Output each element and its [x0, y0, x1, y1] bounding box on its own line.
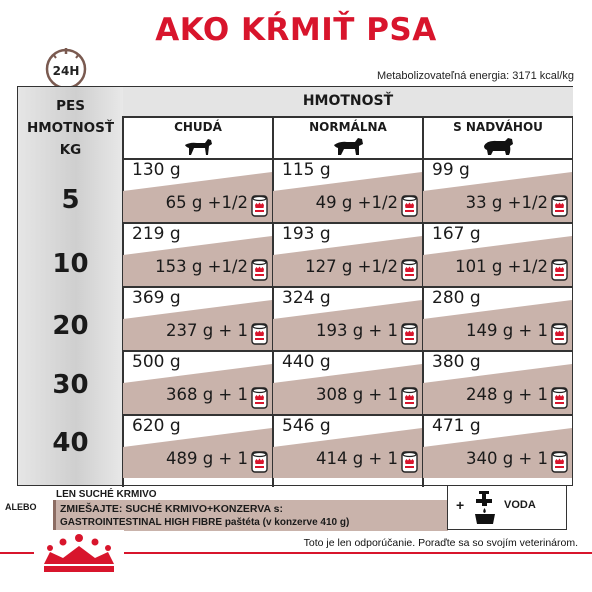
dog-weight-column [18, 87, 123, 485]
dry-food-amount: 167 g [432, 224, 481, 244]
weight-10: 10 [52, 249, 89, 279]
clock-24h-icon [44, 45, 88, 89]
legend-or: ALEBO [5, 502, 37, 512]
can-icon [251, 323, 268, 345]
can-icon [251, 259, 268, 281]
feeding-table [17, 86, 573, 486]
weight-20: 20 [52, 311, 89, 341]
mixed-food-amount: 65 g +1/2 [165, 193, 248, 212]
divider [123, 116, 573, 118]
legend-dry-only: LEN SUCHÉ KRMIVO [56, 489, 157, 500]
can-icon [551, 259, 568, 281]
dry-food-amount: 99 g [432, 160, 470, 180]
feeding-cell [423, 350, 572, 414]
energy-info: Metabolizovateľná energia: 3171 kcal/kg [376, 70, 574, 82]
dog-weight-header: PES HMOTNOSŤ KG [26, 98, 115, 158]
mixed-food-amount: 193 g + 1 [315, 321, 398, 340]
can-icon [401, 259, 418, 281]
mixed-food-amount: 308 g + 1 [315, 385, 398, 404]
mixed-food-amount: 414 g + 1 [315, 449, 398, 468]
feeding-cell [423, 222, 572, 286]
feeding-cell [123, 350, 272, 414]
can-icon [251, 387, 268, 409]
feeding-cell [423, 414, 572, 478]
feeding-cell [273, 222, 422, 286]
weight-40: 40 [52, 428, 89, 458]
feeding-cell [273, 350, 422, 414]
badge-24h: 24H [52, 64, 80, 78]
legend-mix [53, 500, 448, 531]
mixed-food-amount: 49 g +1/2 [315, 193, 398, 212]
column-header-normal: NORMÁLNA [273, 116, 423, 158]
mixed-food-amount: 33 g +1/2 [465, 193, 548, 212]
dry-food-amount: 471 g [432, 416, 481, 436]
mixed-food-amount: 368 g + 1 [165, 385, 248, 404]
dry-food-amount: 324 g [282, 288, 331, 308]
feeding-cell [123, 286, 272, 350]
dry-food-amount: 546 g [282, 416, 331, 436]
mixed-food-amount: 149 g + 1 [465, 321, 548, 340]
thin-dog-icon [181, 136, 215, 156]
can-icon [401, 195, 418, 217]
plus-icon: + [456, 497, 465, 513]
dry-food-amount: 500 g [132, 352, 181, 372]
dry-food-amount: 115 g [282, 160, 331, 180]
legend-mix-line2: GASTROINTESTINAL HIGH FIBRE paštéta (v konzerve 410 g) [60, 517, 350, 528]
weight-group-header: HMOTNOSŤ [123, 87, 573, 116]
dry-food-amount: 440 g [282, 352, 331, 372]
feeding-cell [273, 158, 422, 222]
overweight-dog-icon [481, 136, 515, 156]
weight-5: 5 [61, 185, 80, 215]
royal-canin-crown-logo [34, 530, 124, 580]
mixed-food-amount: 489 g + 1 [165, 449, 248, 468]
can-icon [551, 323, 568, 345]
can-icon [401, 323, 418, 345]
can-icon [401, 451, 418, 473]
column-header-thin: CHUDÁ [123, 116, 273, 158]
mixed-food-amount: 153 g +1/2 [155, 257, 248, 276]
feeding-cell [423, 286, 572, 350]
legend-mix-line1: ZMIEŠAJTE: SUCHÉ KRMIVO+KONZERVA s: [60, 503, 283, 515]
dry-food-amount: 193 g [282, 224, 331, 244]
mixed-food-amount: 101 g +1/2 [455, 257, 548, 276]
dry-food-amount: 380 g [432, 352, 481, 372]
dry-food-amount: 219 g [132, 224, 181, 244]
mixed-food-amount: 248 g + 1 [465, 385, 548, 404]
footer-note: Toto je len odporúčanie. Poraďte sa so svojím veterinárom. [303, 537, 578, 549]
feeding-cell [423, 158, 572, 222]
dry-food-amount: 369 g [132, 288, 181, 308]
weight-30: 30 [52, 370, 89, 400]
dry-food-amount: 130 g [132, 160, 181, 180]
feeding-cell [123, 158, 272, 222]
can-icon [251, 451, 268, 473]
mixed-food-amount: 340 g + 1 [465, 449, 548, 468]
mixed-food-amount: 237 g + 1 [165, 321, 248, 340]
column-header-overweight: S NADVÁHOU [423, 116, 573, 158]
feeding-cell [123, 414, 272, 478]
dry-food-amount: 620 g [132, 416, 181, 436]
feeding-cell [273, 286, 422, 350]
mixed-food-amount: 127 g +1/2 [305, 257, 398, 276]
can-icon [551, 195, 568, 217]
normal-dog-icon [331, 136, 365, 156]
legend-water-label: VODA [504, 499, 536, 511]
can-icon [251, 195, 268, 217]
dry-food-amount: 280 g [432, 288, 481, 308]
legend-water [447, 486, 567, 530]
water-tap-icon [470, 489, 500, 525]
can-icon [551, 451, 568, 473]
can-icon [401, 387, 418, 409]
feeding-cell [273, 414, 422, 478]
page-title: AKO KŔMIŤ PSA [155, 12, 437, 48]
can-icon [551, 387, 568, 409]
feeding-cell [123, 222, 272, 286]
